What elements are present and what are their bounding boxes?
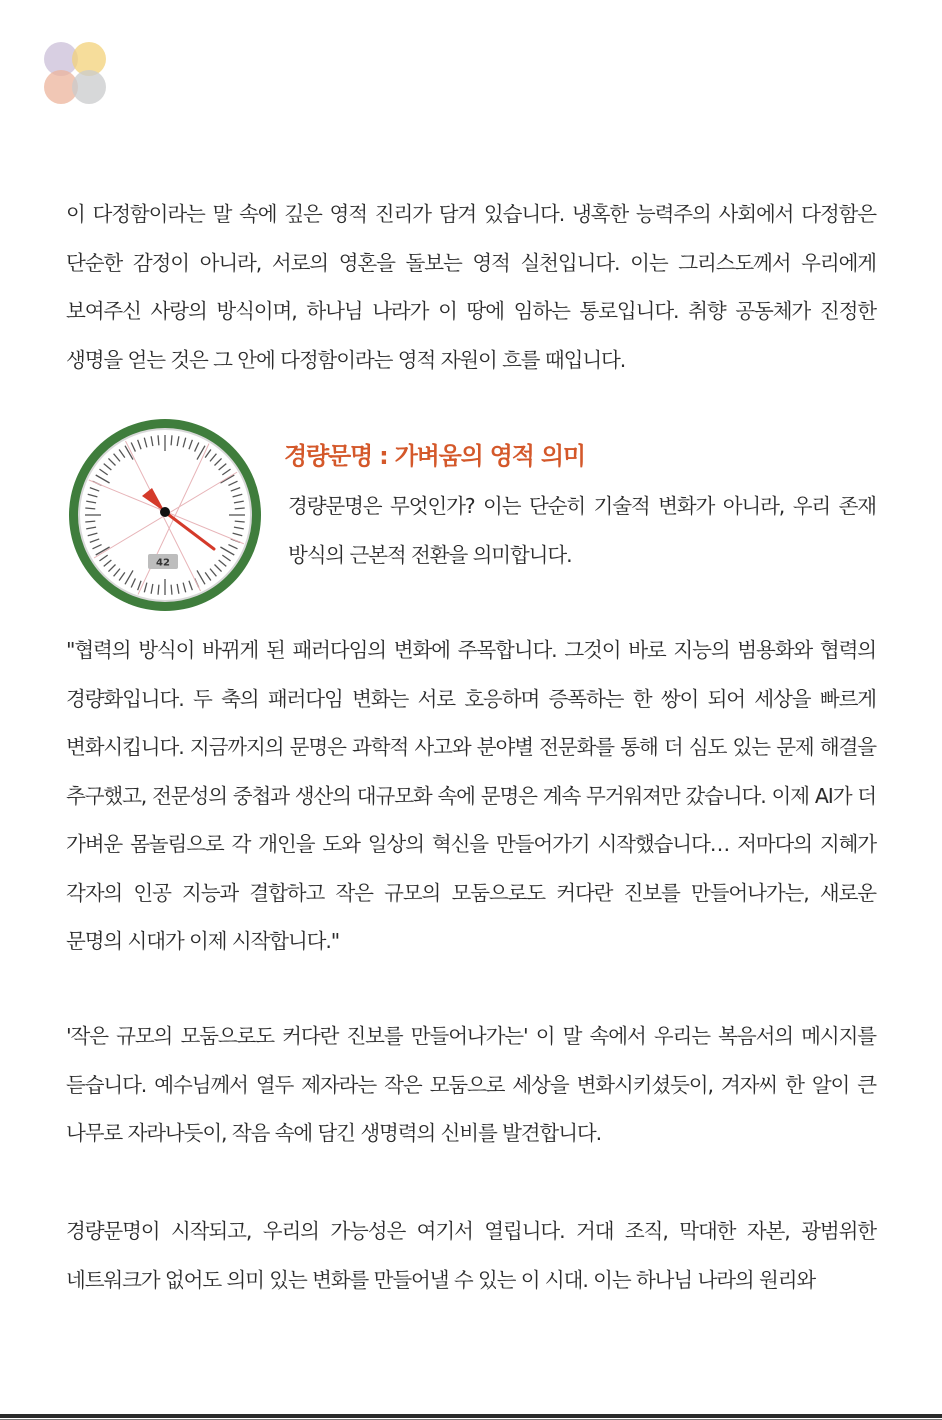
gauge-tick [158,585,159,595]
gauge-tick [235,521,245,522]
gauge-tick [171,435,172,445]
gauge-tick [171,585,172,595]
four-circles-logo-icon [44,42,110,108]
gauge-number: 42 [156,557,170,569]
small-groups-paragraph: '작은 규모의 모둠으로도 커다란 진보를 만들어나가는' 이 말 속에서 우리는 복음서의 메시지를 듣습니다. 예수님께서 열두 제자라는 작은 모둠으로 세상을 변화시키셨듯이, 겨자씨 한 알이 큰 나무로 자라나듯이, 작음 속에 담긴 생명력의 신비를 발견합니다. [66,1024,876,1145]
closing-paragraph: 경량문명이 시작되고, 우리의 가능성은 여기서 열립니다. 거대 조직, 막대한 자본, 광범위한 네트워크가 없어도 의미 있는 변화를 만들어낼 수 있는 이 시대. 이는 하나님 나라의 원리와 [66,1219,876,1292]
quote-paragraph: "협력의 방식이 바뀌게 된 패러다임의 변화에 주목합니다. 그것이 바로 지능의 범용화와 협력의 경량화입니다. 두 축의 패러다임 변화는 서로 호응하며 증폭하는 한 쌍이 되어 세상을 빠르게 변화시킵니다. 지금까지의 문명은 과학적 사고와 분야별 전문화를 통해 더 심도 있는 문제 해결을 추구했고, 전문성의 중첩과 생산의 대규모화 속에 문명은 계속 무거워져만 갔습니다. 이제 AI가 더 가벼운 몸놀림으로 각 개인을 도와 일상의 혁신을 만들어가기 시작했습니다… 저마다의 지혜가 각자의 인공 지능과 결합하고 작은 규모의 모둠으로도 커다란 진보를 만들어나가는, 새로운 문명의 시대가 이제 시작합니다." [66,638,876,953]
bottom-divider [0,1414,942,1418]
feature-body: 경량문명은 무엇인가? 이는 단순히 기술적 변화가 아니라, 우리 존재 방식의 근본적 전환을 의미합니다. [288,494,876,567]
gauge-tick [85,508,95,509]
gauge-dial-icon [64,418,266,612]
gauge-tick [235,508,245,509]
intro-paragraph: 이 다정함이라는 말 속에 깊은 영적 진리가 담겨 있습니다. 냉혹한 능력주의 사회에서 다정함은 단순한 감정이 아니라, 서로의 영혼을 돌보는 영적 실천입니다. 이는 그리스도께서 우리에게 보여주신 사랑의 방식이며, 하나님 나라가 이 땅에 임하는 통로입니다. 취향 공동체가 진정한 생명을 얻는 것은 그 안에 다정함이라는 영적 자원이 흐를 때입니다. [66,202,876,372]
gauge-tick [158,435,159,445]
feature-title: 경량문명 : 가벼움의 영적 의미 [284,442,585,470]
gauge-tick [85,521,95,522]
